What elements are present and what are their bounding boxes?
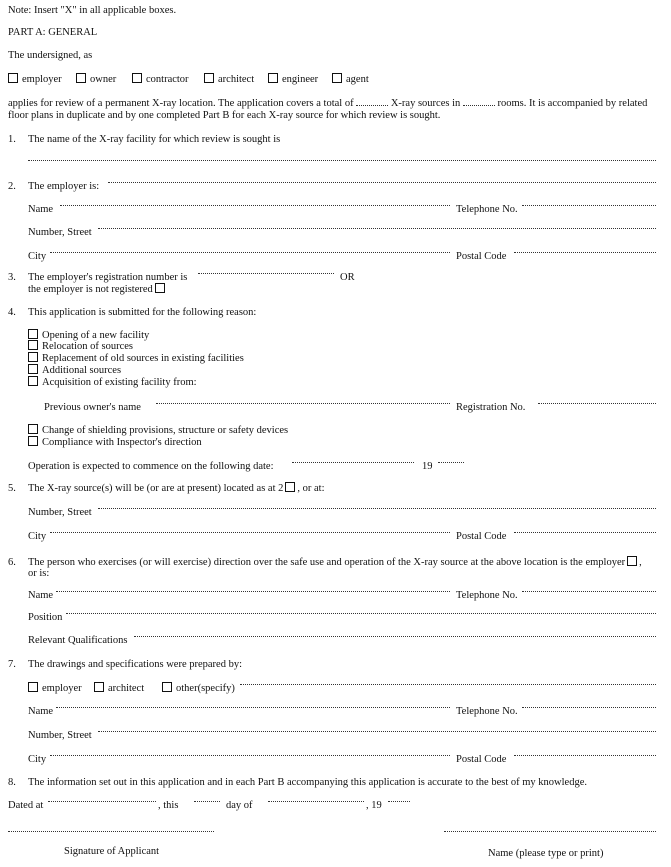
checkbox[interactable] [28,364,38,374]
facility-name-field[interactable] [28,159,656,161]
q5-text: The X-ray source(s) will be (or are at present) located as at 2 , or at: [28,483,325,494]
employer-name-label: Name [28,204,54,215]
dated-year-field[interactable] [388,800,410,802]
q1-text: The name of the X-ray facility for which review is sought is [28,134,281,145]
previous-owner-label: Previous owner's name [44,402,141,413]
signature-label: Signature of Applicant [64,846,160,857]
reason-relocation[interactable]: Relocation of sources [28,340,133,353]
preparer-name-label: Name [28,706,54,717]
preparer-city-label: City [28,754,47,765]
preparer-postal-field[interactable] [514,754,656,756]
previous-registration-field[interactable] [538,402,656,404]
reason-shielding[interactable]: Change of shielding provisions, structure or safety devices [28,424,288,437]
not-registered-checkbox[interactable] [155,283,165,293]
prepared-by-employer[interactable]: employer [28,682,82,695]
role-employer[interactable]: employer [8,73,62,86]
dated-day-field[interactable] [194,800,220,802]
q6-number: 6. [8,557,16,568]
location-postal-label: Postal Code [456,531,507,542]
printed-name-label: Name (please type or print) [488,848,604,859]
previous-owner-field[interactable] [156,402,450,404]
reason-replacement[interactable]: Replacement of old sources in existing facilities [28,352,244,365]
registration-number-field[interactable] [198,272,334,274]
not-registered-option[interactable]: the employer is not registered [28,283,167,296]
operation-year-field[interactable] [438,461,464,463]
operation-date-field[interactable] [292,461,414,463]
employer-postal-label: Postal Code [456,251,507,262]
q5-number: 5. [8,483,16,494]
employer-field[interactable] [108,181,656,183]
q3-number: 3. [8,272,16,283]
q8-text: The information set out in this application and in each Part B accompanying this application is accurate to the best of my knowledge. [28,777,587,788]
q3-or: OR [340,272,355,283]
q7-number: 7. [8,659,16,670]
printed-name-field[interactable] [444,830,656,832]
dated-month-field[interactable] [268,800,364,802]
q6-text2: or is: [28,568,50,579]
q2-text: The employer is: [28,181,100,192]
employer-telephone-label: Telephone No. [456,204,518,215]
reason-new-facility[interactable]: Opening of a new facility [28,329,149,342]
sources-count-field[interactable] [356,105,388,106]
dated-place-field[interactable] [48,800,156,802]
signature-field[interactable] [8,830,214,832]
dated-year-label: , 19 [366,800,382,811]
employer-postal-field[interactable] [514,251,656,253]
preparer-street-field[interactable] [98,730,656,732]
director-position-label: Position [28,612,63,623]
q7-text: The drawings and specifications were prepared by: [28,659,242,670]
dated-at-label: Dated at [8,800,44,811]
preparer-city-field[interactable] [50,754,450,756]
director-telephone-label: Telephone No. [456,590,518,601]
note-text: Note: Insert "X" in all applicable boxes. [8,5,177,16]
checkbox[interactable] [332,73,342,83]
reason-acquisition[interactable]: Acquisition of existing facility from: [28,376,197,389]
q2-number: 2. [8,181,16,192]
dated-dayof-label: day of [226,800,253,811]
preparer-street-label: Number, Street [28,730,92,741]
preparer-postal-label: Postal Code [456,754,507,765]
checkbox[interactable] [268,73,278,83]
q4-text: This application is submitted for the following reason: [28,307,257,318]
employer-name-field[interactable] [60,204,450,206]
qualifications-label: Relevant Qualifications [28,635,128,646]
other-specify-field[interactable] [240,683,656,685]
checkbox[interactable] [28,424,38,434]
q3-text: The employer's registration number is [28,272,188,283]
director-name-field[interactable] [56,590,450,592]
checkbox[interactable] [28,376,38,386]
rooms-count-field[interactable] [463,105,495,106]
q4-number: 4. [8,307,16,318]
preparer-name-field[interactable] [56,706,450,708]
role-owner[interactable]: owner [76,73,116,86]
employer-city-label: City [28,251,47,262]
location-checkbox[interactable] [285,482,295,492]
checkbox[interactable] [28,682,38,692]
employer-direction-checkbox[interactable] [627,556,637,566]
operation-label: Operation is expected to commence on the following date: [28,461,274,472]
undersigned-text: The undersigned, as [8,50,93,61]
role-engineer[interactable]: engineer [268,73,318,86]
preparer-telephone-field[interactable] [522,706,656,708]
role-contractor[interactable]: contractor [132,73,189,86]
preparer-telephone-label: Telephone No. [456,706,518,717]
employer-city-field[interactable] [50,251,450,253]
intro-line1: applies for review of a permanent X-ray location. The application covers a total of X-ray sources in rooms. It is accompanied by related [8,98,648,109]
q1-number: 1. [8,134,16,145]
reason-compliance[interactable]: Compliance with Inspector's direction [28,436,202,449]
prepared-by-architect[interactable]: architect [94,682,144,695]
employer-street-field[interactable] [98,227,656,229]
director-name-label: Name [28,590,54,601]
checkbox[interactable] [28,352,38,362]
checkbox[interactable] [94,682,104,692]
location-street-label: Number, Street [28,507,92,518]
location-street-field[interactable] [98,507,656,509]
checkbox[interactable] [28,329,38,339]
role-agent[interactable]: agent [332,73,369,86]
checkbox[interactable] [28,340,38,350]
part-title: PART A: GENERAL [8,27,98,38]
reason-additional[interactable]: Additional sources [28,364,121,377]
checkbox[interactable] [8,73,18,83]
location-city-field[interactable] [50,531,450,533]
qualifications-field[interactable] [134,635,656,637]
operation-year-label: 19 [422,461,433,472]
director-telephone-field[interactable] [522,590,656,592]
intro-line2: floor plans in duplicate and by one completed Part B for each X-ray source for which review is sought. [8,110,441,121]
checkbox[interactable] [28,436,38,446]
q6-text: The person who exercises (or will exercise) direction over the safe use and operation of the X-ray source at the above location is the employer , [28,557,642,568]
location-postal-field[interactable] [514,531,656,533]
q8-number: 8. [8,777,16,788]
checkbox[interactable] [162,682,172,692]
location-city-label: City [28,531,47,542]
employer-street-label: Number, Street [28,227,92,238]
checkbox[interactable] [204,73,214,83]
checkbox[interactable] [76,73,86,83]
dated-this-label: , this [158,800,179,811]
prepared-by-other[interactable]: other(specify) [162,682,235,695]
director-position-field[interactable] [66,612,656,614]
employer-telephone-field[interactable] [522,204,656,206]
role-architect[interactable]: architect [204,73,254,86]
checkbox[interactable] [132,73,142,83]
previous-registration-label: Registration No. [456,402,526,413]
